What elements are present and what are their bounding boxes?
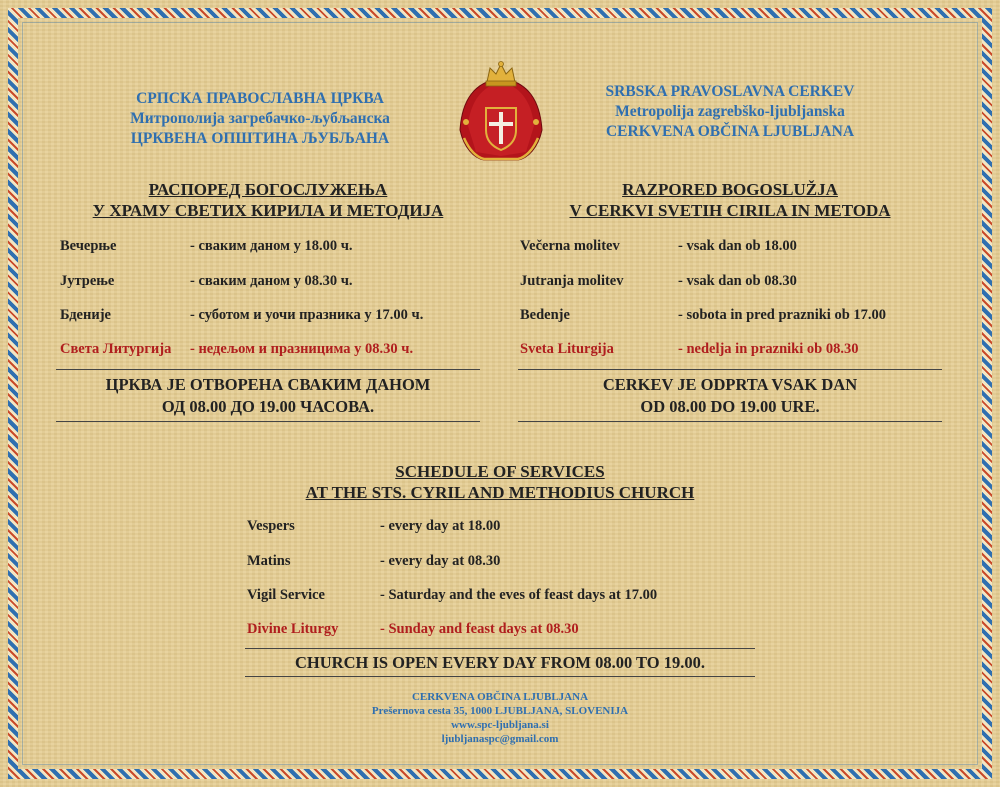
english-title-line2: AT THE STS. CYRIL AND METHODIUS CHURCH bbox=[305, 483, 695, 502]
slovenian-title bbox=[518, 179, 942, 221]
service-name: Бденије bbox=[60, 307, 111, 323]
service-name: Vespers bbox=[247, 518, 295, 534]
service-time: - Saturday and the eves of feast days at 17.00 bbox=[380, 587, 658, 603]
english-opening-hours: CHURCH IS OPEN EVERY DAY FROM 08.00 TO 19.00. bbox=[295, 653, 705, 672]
serbian-title-line2: У ХРАМУ СВЕТИХ КИРИЛА И МЕТОДИЈА bbox=[92, 201, 444, 220]
service-name: Divine Liturgy bbox=[247, 621, 339, 637]
service-name: Večerna molitev bbox=[520, 238, 620, 254]
divider bbox=[56, 369, 480, 370]
slovenian-title-line2: V CERKVI SVETIH CIRILA IN METODA bbox=[569, 201, 891, 220]
serbian-open-line1: ЦРКВА ЈЕ ОТВОРЕНА СВАКИМ ДАНОМ bbox=[105, 375, 431, 394]
divider bbox=[56, 421, 480, 422]
footer-address: Prešernova cesta 35, 1000 LJUBLJANA, SLOVENIJA bbox=[371, 705, 629, 717]
slovenian-open-line2: OD 08.00 DO 19.00 URE. bbox=[640, 397, 820, 416]
service-name: Bedenje bbox=[520, 307, 570, 323]
slovenian-title-line1: RAZPORED BOGOSLUŽJA bbox=[622, 180, 838, 199]
serbian-title bbox=[56, 179, 480, 221]
serbian-open-line2: ОД 08.00 ДО 19.00 ЧАСОВА. bbox=[161, 397, 375, 416]
service-time: - every day at 08.30 bbox=[380, 553, 501, 569]
divider bbox=[518, 369, 942, 370]
service-name: Јутрење bbox=[60, 273, 115, 289]
service-name: Jutranja molitev bbox=[520, 273, 624, 289]
service-time: - vsak dan ob 08.30 bbox=[678, 273, 797, 289]
header-left-metropolis: Митрополија загребачко-љубљанска bbox=[130, 110, 390, 127]
service-time: - every day at 18.00 bbox=[380, 518, 501, 534]
service-name: Вечерње bbox=[60, 238, 117, 254]
service-time: - nedelja in prazniki ob 08.30 bbox=[678, 341, 859, 357]
service-time: - недељом и празницима у 08.30 ч. bbox=[190, 341, 414, 357]
footer-contact bbox=[300, 690, 700, 746]
header-left-church: СРПСКА ПРАВОСЛАВНА ЦРКВА bbox=[136, 90, 384, 107]
service-time: - суботом и уочи празника у 17.00 ч. bbox=[190, 307, 424, 323]
service-time: - сваким даном у 08.30 ч. bbox=[190, 273, 353, 289]
coat-of-arms-icon bbox=[454, 60, 548, 170]
service-time: - сваким даном у 18.00 ч. bbox=[190, 238, 353, 254]
divider bbox=[518, 421, 942, 422]
footer-parish: CERKVENA OBČINA LJUBLJANA bbox=[411, 691, 589, 703]
header-left-parish: ЦРКВЕНА ОПШТИНА ЉУБЉАНА bbox=[130, 130, 390, 147]
service-time: - vsak dan ob 18.00 bbox=[678, 238, 797, 254]
header-left bbox=[90, 89, 430, 149]
divider bbox=[245, 648, 755, 649]
service-name: Vigil Service bbox=[247, 587, 325, 603]
header-right bbox=[570, 82, 890, 142]
english-title bbox=[240, 461, 760, 503]
header-right-metropolis: Metropolija zagrebško-ljubljanska bbox=[615, 103, 845, 120]
divider bbox=[245, 676, 755, 677]
header-right-church: SRBSKA PRAVOSLAVNA CERKEV bbox=[605, 83, 855, 100]
service-name: Света Литургија bbox=[60, 341, 172, 357]
footer-email-link[interactable]: ljubljanaspc@gmail.com bbox=[441, 733, 559, 745]
service-name: Matins bbox=[247, 553, 291, 569]
slovenian-open-line1: CERKEV JE ODPRTA VSAK DAN bbox=[602, 375, 858, 394]
service-name: Sveta Liturgija bbox=[520, 341, 614, 357]
serbian-title-line1: РАСПОРЕД БОГОСЛУЖЕЊА bbox=[148, 180, 388, 199]
serbian-opening-hours bbox=[56, 374, 480, 418]
english-title-line1: SCHEDULE OF SERVICES bbox=[395, 462, 605, 481]
footer-website-link[interactable]: www.spc-ljubljana.si bbox=[451, 719, 549, 731]
header-right-parish: CERKVENA OBČINA LJUBLJANA bbox=[605, 123, 855, 140]
service-time: - Sunday and feast days at 08.30 bbox=[380, 621, 579, 637]
service-time: - sobota in pred prazniki ob 17.00 bbox=[678, 307, 887, 323]
slovenian-opening-hours bbox=[518, 374, 942, 418]
